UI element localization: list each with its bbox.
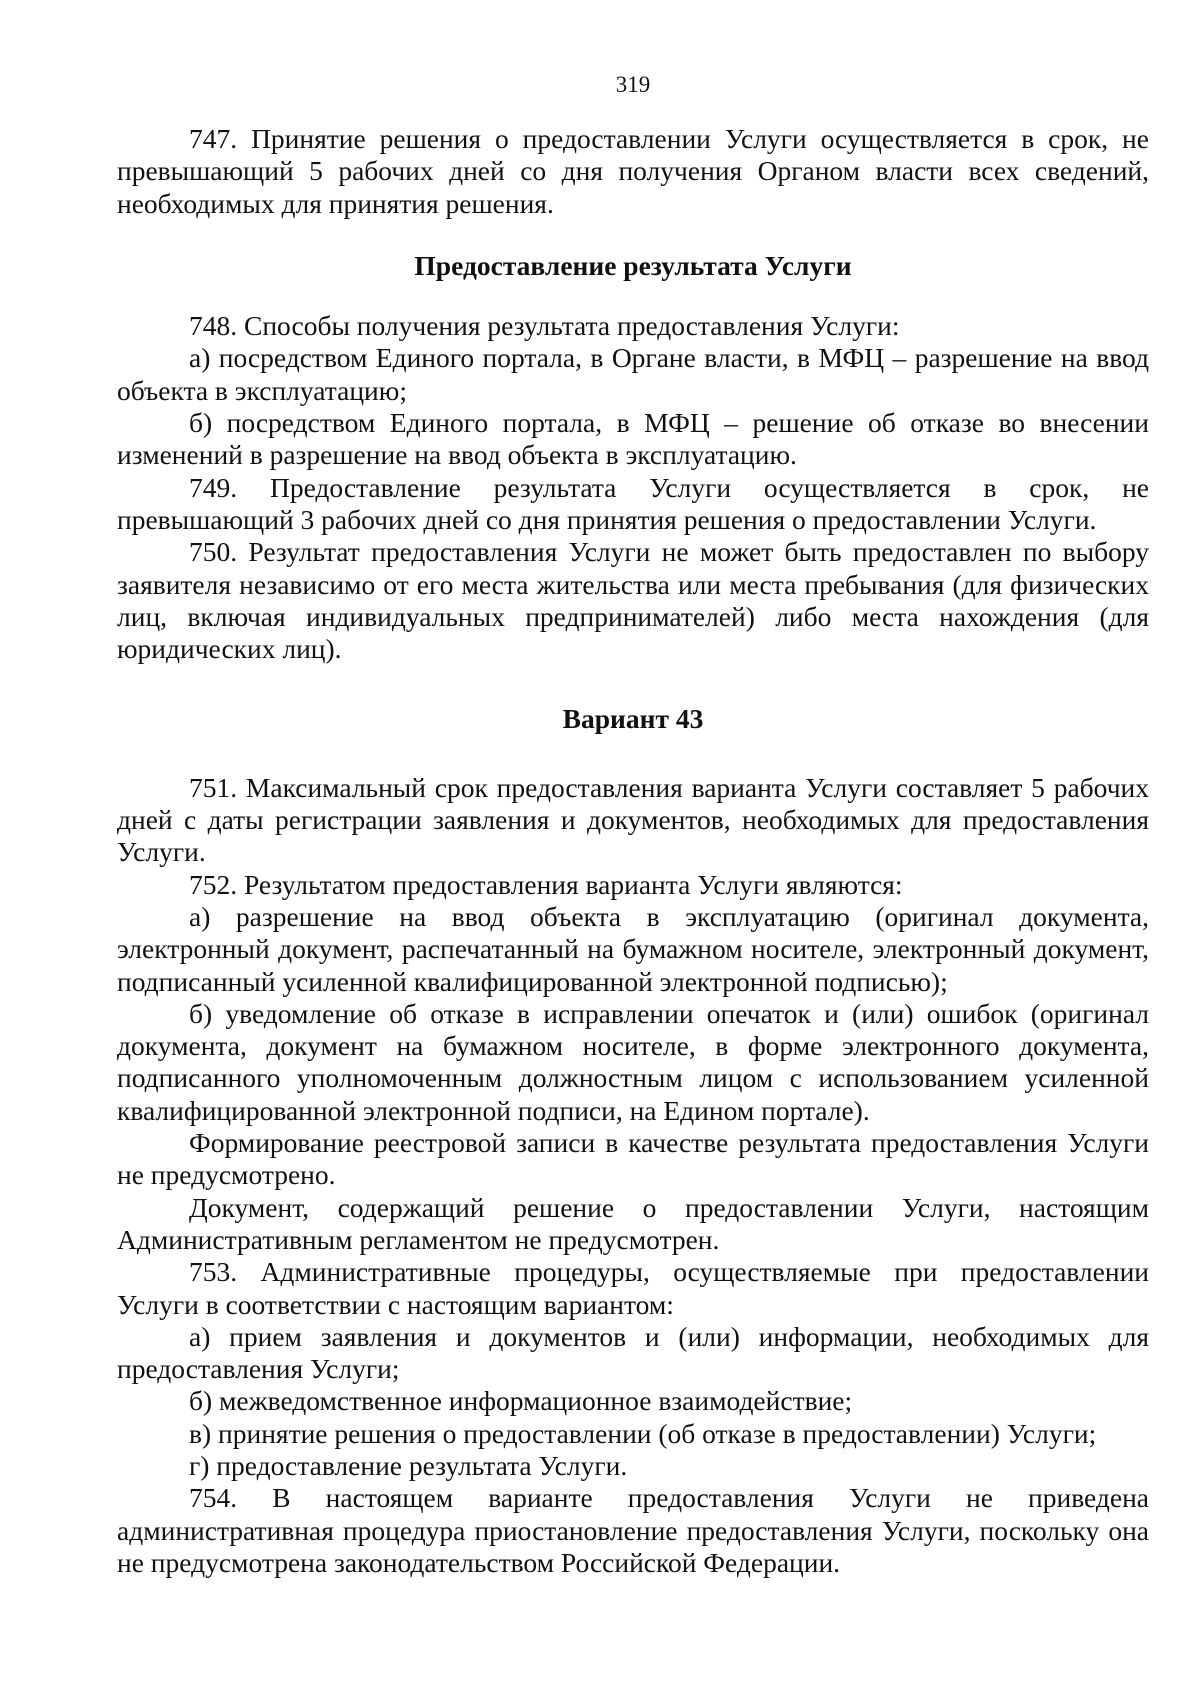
paragraph-registry-record: Формирование реестровой записи в качестве результата предоставления Услуги не предусмотрено. (117, 1127, 1149, 1191)
paragraph-754: 754. В настоящем варианте предоставления Услуги не приведена административная процедура приостановление предоставления Услуги, поскольку она не предусмотрена законодательством Российской Федерации. (117, 1482, 1149, 1578)
paragraph-753-b: б) межведомственное информационное взаимодействие; (189, 1385, 853, 1417)
paragraph-749: 749. Предоставление результата Услуги осуществляется в срок, не превышающий 3 рабочих дней со дня принятия решения о предоставлении Услуги. (117, 471, 1149, 535)
paragraph-753-d: г) предоставление результата Услуги. (189, 1449, 628, 1481)
paragraph-753: 753. Административные процедуры, осуществляемые при предоставлении Услуги в соответствии с настоящим вариантом: (117, 1256, 1149, 1320)
paragraph-748-b: б) посредством Единого портала, в МФЦ – решение об отказе во внесении изменений в разрешение на ввод объекта в эксплуатацию. (117, 407, 1149, 471)
paragraph-752: 752. Результатом предоставления варианта Услуги являются: (189, 868, 903, 900)
paragraph-748-a: а) посредством Единого портала, в Органе власти, в МФЦ – разрешение на ввод объекта в эксплуатацию; (117, 342, 1149, 406)
paragraph-747: 747. Принятие решения о предоставлении Услуги осуществляется в срок, не превышающий 5 рабочих дней со дня получения Органом власти всех сведений, необходимых для принятия решения. (117, 123, 1149, 219)
page-number: 319 (615, 72, 651, 97)
document-body (117, 123, 1149, 1579)
paragraph-752-a: а) разрешение на ввод объекта в эксплуатацию (оригинал документа, электронный документ, распечатанный на бумажном носителе, электронный документ, подписанный усиленной квалифицированной электронной подписью); (117, 900, 1149, 997)
paragraph-753-a: а) прием заявления и документов и (или) информации, необходимых для предоставления Услуги; (117, 1320, 1149, 1385)
paragraph-decision-document: Документ, содержащий решение о предоставлении Услуги, настоящим Административным регламентом не предусмотрен. (117, 1191, 1149, 1255)
section-heading-variant-43: Вариант 43 (562, 703, 704, 735)
section-heading-result: Предоставление результата Услуги (414, 249, 852, 281)
paragraph-750: 750. Результат предоставления Услуги не может быть предоставлен по выбору заявителя независимо от его места жительства или места пребывания (для физических лиц, включая индивидуальных предпринимателей) либо места нахождения (для юридических лиц). (117, 536, 1149, 665)
paragraph-748: 748. Способы получения результата предоставления Услуги: (189, 310, 900, 342)
paragraph-752-b: б) уведомление об отказе в исправлении опечаток и (или) ошибок (оригинал документа, документ на бумажном носителе, в форме электронного документа, подписанного уполномоченным должностным лицом с использованием усиленной квалифицированной электронной подписи, на Едином портале). (117, 997, 1149, 1126)
paragraph-751: 751. Максимальный срок предоставления варианта Услуги составляет 5 рабочих дней с даты регистрации заявления и документов, необходимых для предоставления Услуги. (117, 771, 1149, 868)
paragraph-753-c: в) принятие решения о предоставлении (об отказе в предоставлении) Услуги; (189, 1417, 1097, 1449)
